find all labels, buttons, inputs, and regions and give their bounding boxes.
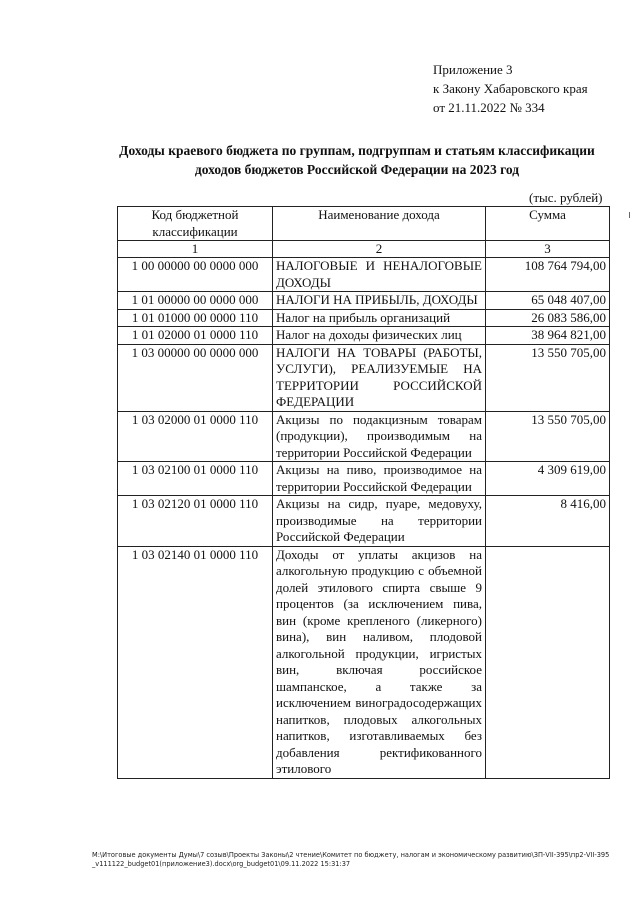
table-row [118, 411, 610, 462]
units-label: (тыс. рублей) [529, 190, 603, 205]
table-row [118, 462, 610, 496]
row-name: НАЛОГИ НА ПРИБЫЛЬ, ДОХОДЫ [273, 292, 486, 310]
row-code: 1 03 00000 00 0000 000 [118, 344, 273, 411]
appendix-number: Приложение 3 [433, 62, 513, 77]
table-row [118, 258, 610, 292]
row-code: 1 01 01000 00 0000 110 [118, 309, 273, 327]
column-number: 2 [273, 241, 486, 258]
row-sum: 108 764 794,00 [486, 258, 610, 292]
header-code: Код бюджетной классификации [118, 207, 273, 241]
row-name: Акцизы на пиво, производимое на территории Российской Федерации [273, 462, 486, 496]
row-name: НАЛОГОВЫЕ И НЕНАЛОГОВЫЕ ДОХОДЫ [273, 258, 486, 292]
row-code: 1 01 00000 00 0000 000 [118, 292, 273, 310]
column-number: 3 [486, 241, 610, 258]
appendix-law-date: от 21.11.2022 № 334 [433, 100, 545, 115]
file-path-footer: М:\Итоговые документы Думы\7 созыв\Проекты Законы\2 чтение\Комитет по бюджету, налогам и экономическому развитию\ЗП-VII-395\пр2-VII-395_v111122_budget01(приложение3).docx\org_budget01\09.11.2022 15:31:37 [92, 851, 610, 868]
table-row [118, 327, 610, 345]
row-name [273, 546, 486, 778]
header-sum: Сумма [486, 207, 610, 241]
row-name: Налог на прибыль организаций [273, 309, 486, 327]
row-name-text: Доходы от уплаты акцизов на алкогольную продукцию с объемной долей этилового спирта свыше 9 процентов (за исключением пива, вин (кроме крепленого (ликерного) вина), вин наливом, плодовой алкогольной продукции, игристых вин, включая российское шампанское, а также за исключением виноградосодержащих напитков, плодовых алкогольных напитков, изготавливаемых без добавления ректификованного этилового [276, 546, 482, 776]
table-row [118, 309, 610, 327]
table-row [118, 496, 610, 547]
table-body [118, 258, 610, 779]
row-name: Налог на доходы физических лиц [273, 327, 486, 345]
row-sum: 13 550 705,00 [486, 344, 610, 411]
appendix-law-ref: к Закону Хабаровского края [433, 81, 588, 96]
row-code: 1 00 00000 00 0000 000 [118, 258, 273, 292]
column-number: 1 [118, 241, 273, 258]
row-code: 1 03 02100 01 0000 110 [118, 462, 273, 496]
row-code: 1 03 02000 01 0000 110 [118, 411, 273, 462]
row-sum [486, 546, 610, 778]
row-sum: 26 083 586,00 [486, 309, 610, 327]
row-code: 1 03 02120 01 0000 110 [118, 496, 273, 547]
appendix-header [433, 60, 588, 117]
row-name: НАЛОГИ НА ТОВАРЫ (РАБОТЫ, УСЛУГИ), РЕАЛИЗУЕМЫЕ НА ТЕРРИТОРИИ РОССИЙСКОЙ ФЕДЕРАЦИИ [273, 344, 486, 411]
column-number-row [118, 241, 610, 258]
row-code: 1 01 02000 01 0000 110 [118, 327, 273, 345]
row-name: Акцизы на сидр, пуаре, медовуху, производимые на территории Российской Федерации [273, 496, 486, 547]
document-title: Доходы краевого бюджета по группам, подгруппам и статьям классификации доходов бюджетов Российской Федерации на 2023 год [119, 143, 595, 177]
row-sum: 4 309 619,00 [486, 462, 610, 496]
table-header-row [118, 207, 610, 241]
row-name: Акцизы по подакцизным товарам (продукции), производимым на территории Российской Федерации [273, 411, 486, 462]
row-sum: 38 964 821,00 [486, 327, 610, 345]
edge-mark [629, 212, 630, 218]
table-row [118, 546, 610, 778]
budget-table [117, 206, 610, 779]
row-code: 1 03 02140 01 0000 110 [118, 546, 273, 778]
table-row [118, 292, 610, 310]
row-sum: 8 416,00 [486, 496, 610, 547]
header-name: Наименование дохода [273, 207, 486, 241]
row-sum: 65 048 407,00 [486, 292, 610, 310]
row-sum: 13 550 705,00 [486, 411, 610, 462]
table-row [118, 344, 610, 411]
